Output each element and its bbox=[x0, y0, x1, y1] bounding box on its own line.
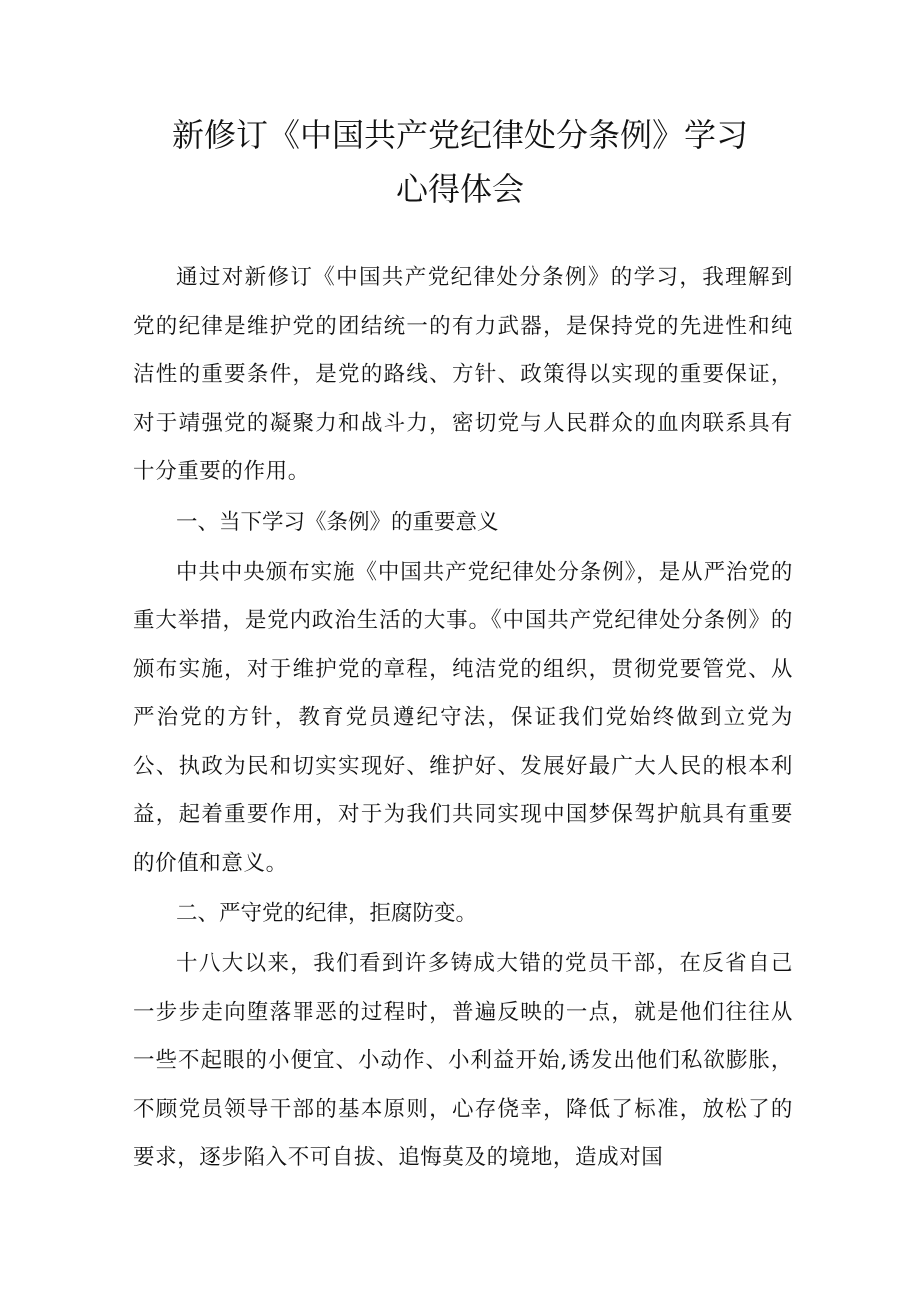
document-title bbox=[130, 108, 790, 216]
section-heading-1: 一、当下学习《条例》的重要意义 bbox=[176, 509, 499, 535]
title-line-2: 心得体会 bbox=[395, 170, 524, 208]
section-2-paragraph: 十八大以来，我们看到许多铸成大错的党员干部，在反省自己一步步走向堕落罪恶的过程时，普遍反映的一点，就是他们往往从一些不起眼的小便宜、小动作、小利益开始,诱发出他们私欲膨胀，不顾党员领导干部的基本原则，心存侥幸，降低了标准，放松了的要求，逐步陷入不可自拔、追悔莫及的境地，造成对国 bbox=[133, 951, 793, 1170]
document-body bbox=[133, 254, 793, 1183]
title-line-1: 新修订《中国共产党纪律处分条例》学习 bbox=[171, 116, 748, 154]
section-heading-2: 二、严守党的纪律，拒腐防变。 bbox=[176, 901, 478, 926]
section-1-paragraph: 中共中央颁布实施《中国共产党纪律处分条例》，是从严治党的重大举措，是党内政治生活的大事。《中国共产党纪律处分条例》的颁布实施，对于维护党的章程，纯洁党的组织，贯彻党要管党、从严治党的方针，教育党员遵纪守法，保证我们党始终做到立党为公、执政为民和切实实现好、维护好、发展好最广大人民的根本利益，起着重要作用，对于为我们共同实现中国梦保驾护航具有重要的价值和意义。 bbox=[133, 559, 793, 876]
intro-paragraph: 通过对新修订《中国共产党纪律处分条例》的学习，我理解到党的纪律是维护党的团结统一的有力武器，是保持党的先进性和纯洁性的重要条件，是党的路线、方针、政策得以实现的重要保证，对于靖强党的凝聚力和战斗力，密切党与人民群众的血肉联系具有十分重要的作用。 bbox=[133, 265, 793, 484]
